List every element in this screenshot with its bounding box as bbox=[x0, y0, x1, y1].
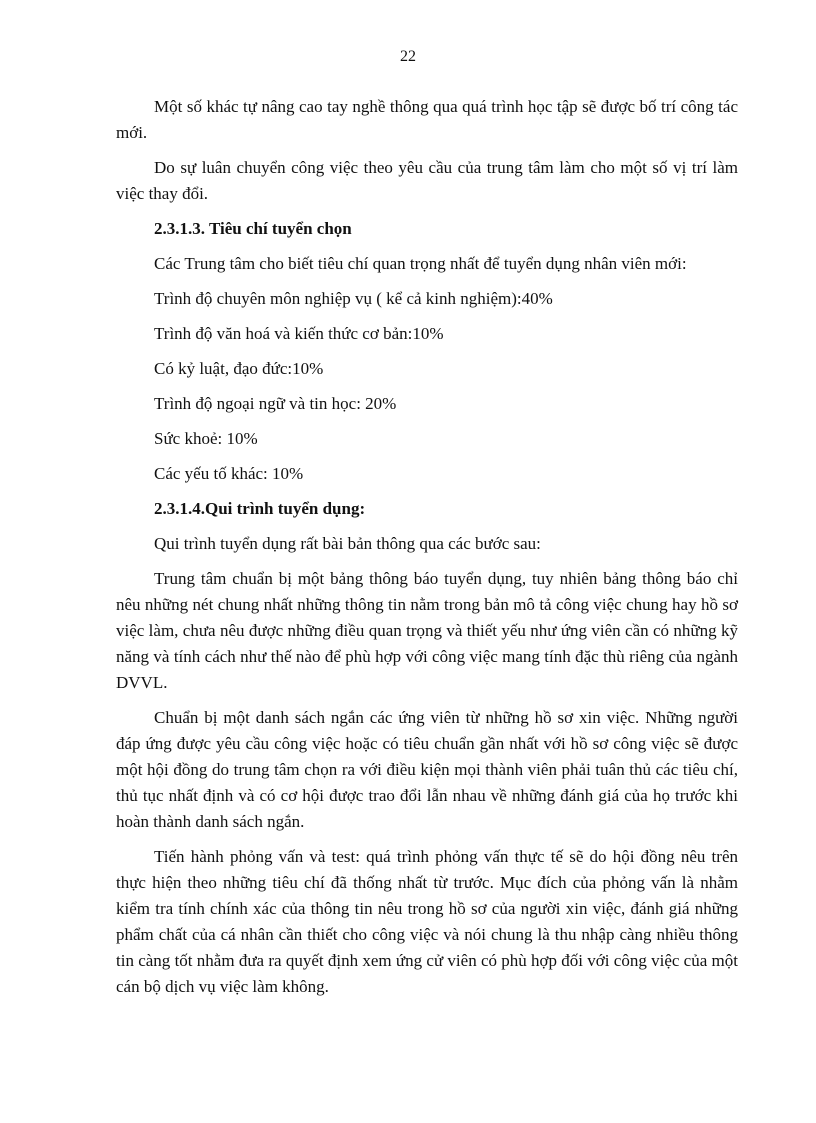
paragraph-shortlist: Chuẩn bị một danh sách ngắn các ứng viên từ những hồ sơ xin việc. Những người đáp ứng được yêu cầu công việc hoặc có tiêu chuẩn gần nhất với hồ sơ công việc sẽ được một hội đồng do trung tâm chọn ra với điều kiện mọi thành viên phải tuân thủ các tiêu chí, thủ tục nhất định và có cơ hội được trao đổi lẫn nhau về những đánh giá của họ trước khi hoàn thành danh sách ngắn. bbox=[116, 708, 738, 831]
paragraph-interview: Tiến hành phỏng vấn và test: quá trình phỏng vấn thực tế sẽ do hội đồng nêu trên thực hiện theo những tiêu chí đã thống nhất từ trước. Mục đích của phỏng vấn là nhằm kiểm tra tính chính xác của thông tin nêu trong hồ sơ của người xin việc, đánh giá những phẩm chất của cá nhân cần thiết cho công việc và nói chung là thu nhập càng nhiều thông tin càng tốt nhằm đưa ra quyết định xem ứng cử viên có phù hợp đối với công việc của một cán bộ dịch vụ việc làm không. bbox=[116, 847, 738, 996]
criteria-item: Các yếu tố khác: 10% bbox=[154, 464, 304, 483]
criteria-item: Có kỷ luật, đạo đức:10% bbox=[154, 359, 324, 378]
document-body bbox=[116, 94, 738, 1009]
section-heading-recruitment-process: 2.3.1.4.Qui trình tuyển dụng: bbox=[154, 499, 366, 518]
paragraph-job-announcement: Trung tâm chuẩn bị một bảng thông báo tuyển dụng, tuy nhiên bảng thông báo chỉ nêu những nét chung nhất những thông tin nằm trong bản mô tả công việc chung hay hồ sơ việc làm, chưa nêu được những điều quan trọng và thiết yếu như ứng viên cần có những kỹ năng và tính cách như thế nào để phù hợp với công việc mang tính đặc thù riêng của ngành DVVL. bbox=[116, 569, 738, 692]
criteria-item: Sức khoẻ: 10% bbox=[154, 429, 258, 448]
page-number: 22 bbox=[400, 48, 416, 65]
paragraph-criteria-intro: Các Trung tâm cho biết tiêu chí quan trọng nhất để tuyển dụng nhân viên mới: bbox=[154, 254, 687, 273]
paragraph-job-rotation: Do sự luân chuyển công việc theo yêu cầu của trung tâm làm cho một số vị trí làm việc thay đổi. bbox=[116, 158, 738, 203]
criteria-item: Trình độ chuyên môn nghiệp vụ ( kể cả kinh nghiệm):40% bbox=[154, 289, 553, 308]
paragraph-skill-upgrade: Một số khác tự nâng cao tay nghề thông qua quá trình học tập sẽ được bố trí công tác mới. bbox=[116, 97, 738, 142]
criteria-item: Trình độ ngoại ngữ và tin học: 20% bbox=[154, 394, 397, 413]
section-heading-selection-criteria: 2.3.1.3. Tiêu chí tuyển chọn bbox=[154, 219, 352, 238]
paragraph-process-intro: Qui trình tuyển dụng rất bài bản thông qua các bước sau: bbox=[154, 534, 541, 553]
criteria-item: Trình độ văn hoá và kiến thức cơ bản:10% bbox=[154, 324, 444, 343]
